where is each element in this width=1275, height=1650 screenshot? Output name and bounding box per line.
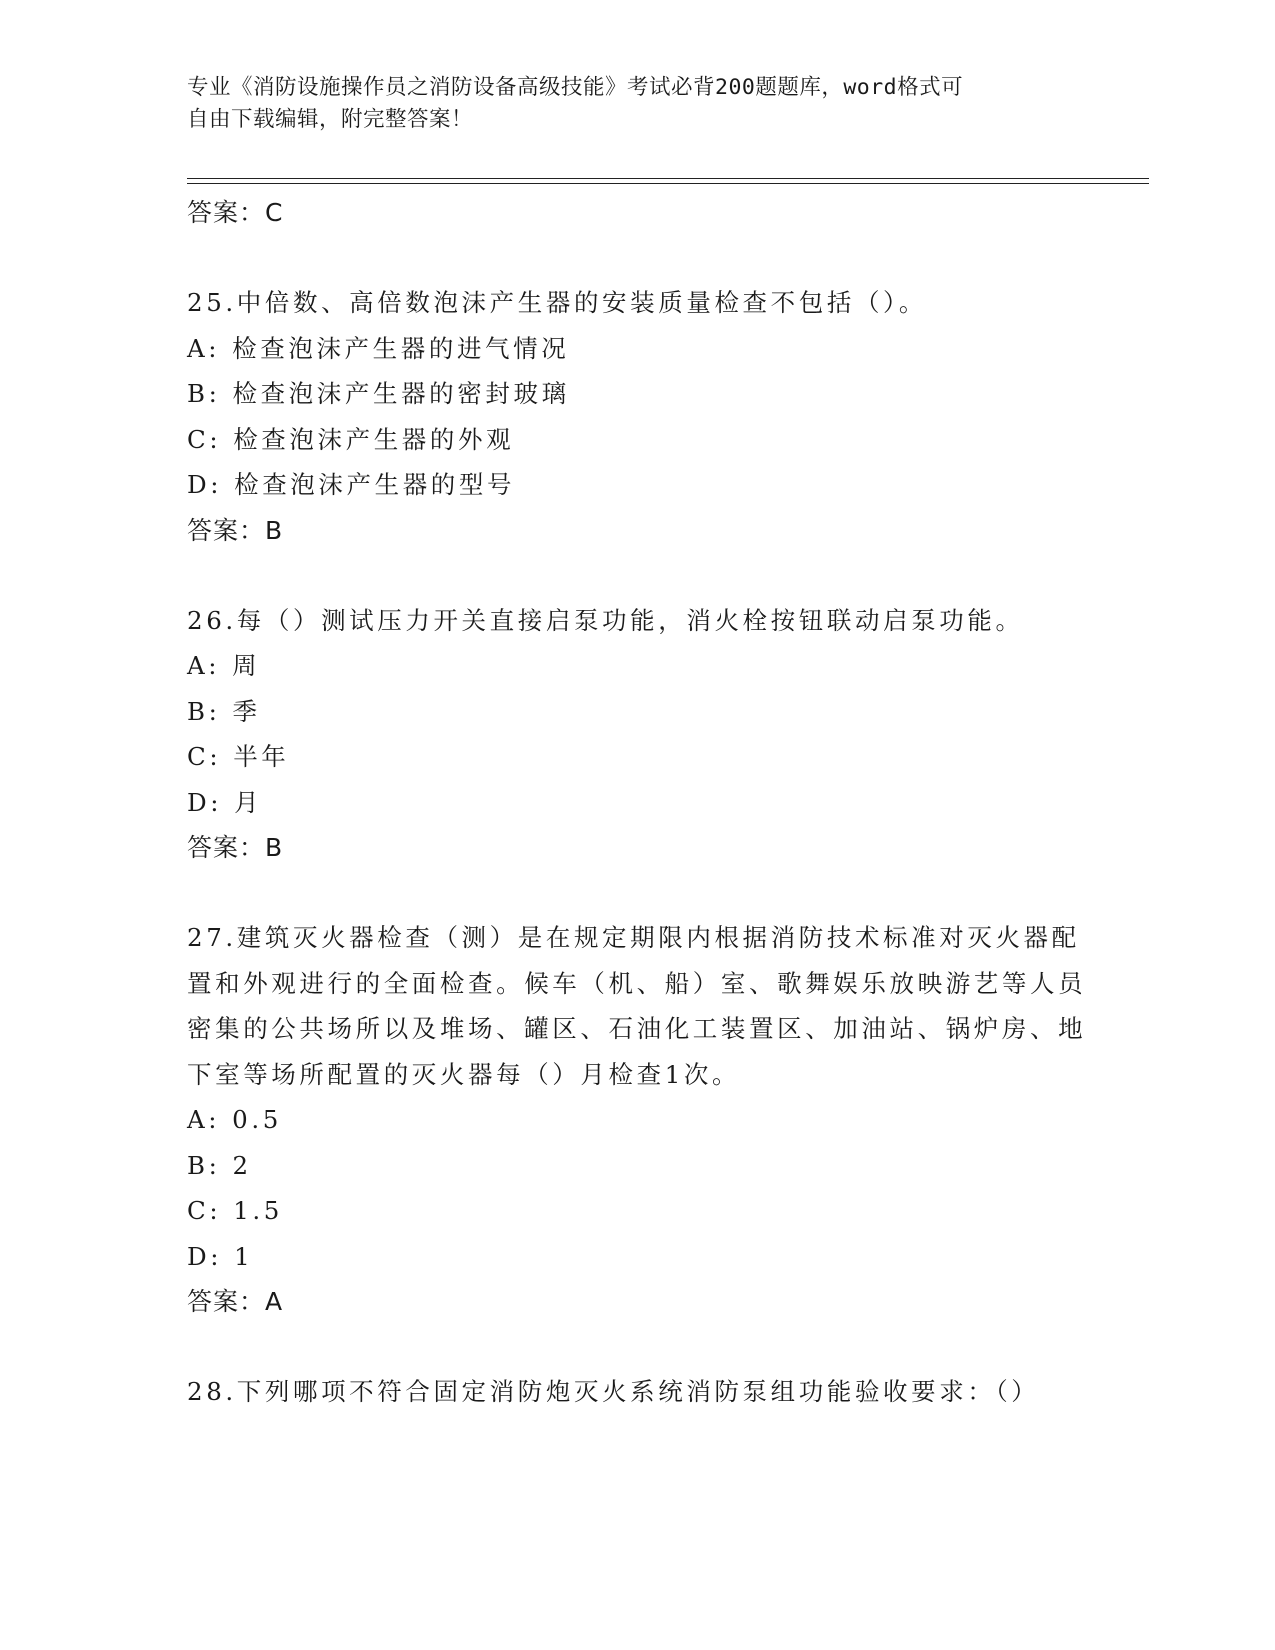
document-body xyxy=(187,190,1087,1415)
option-letter: A: xyxy=(187,1105,221,1134)
option-c xyxy=(187,1188,1087,1234)
option-d xyxy=(187,780,1087,826)
option-text: 0.5 xyxy=(232,1105,282,1134)
option-text: 月 xyxy=(234,787,263,817)
option-text: 1.5 xyxy=(233,1196,283,1225)
option-text: 2 xyxy=(232,1150,252,1180)
option-c xyxy=(187,734,1087,780)
answer-line: 答案：A xyxy=(187,1287,284,1316)
option-text: 检查泡沫产生器的外观 xyxy=(233,424,515,454)
header-line-1: 专业《消防设施操作员之消防设备高级技能》考试必背200题题库，word格式可 xyxy=(187,75,964,100)
option-b xyxy=(187,1143,1087,1189)
question-28 xyxy=(187,1369,1087,1415)
option-a xyxy=(187,1097,1087,1143)
question-text: 26.每（）测试压力开关直接启泵功能，消火栓按钮联动启泵功能。 xyxy=(187,605,1024,635)
option-text: 检查泡沫产生器的型号 xyxy=(234,470,516,499)
option-a xyxy=(187,643,1087,689)
answer-line: 答案：B xyxy=(187,515,284,545)
option-b xyxy=(187,371,1087,417)
question-text: 25.中倍数、高倍数泡沫产生器的安装质量检查不包括（）。 xyxy=(187,288,928,317)
answer-line: 答案：B xyxy=(187,833,284,862)
document-header xyxy=(187,72,1087,136)
option-d xyxy=(187,1234,1087,1280)
option-letter: A: xyxy=(187,651,221,680)
option-text: 周 xyxy=(232,651,261,680)
option-letter: B: xyxy=(187,696,221,726)
header-rule-top xyxy=(187,178,1149,179)
option-letter: D: xyxy=(187,470,223,499)
option-letter: C: xyxy=(187,424,222,454)
option-letter: D: xyxy=(187,787,223,817)
option-letter: B: xyxy=(187,1150,221,1180)
question-text: 28.下列哪项不符合固定消防炮灭火系统消防泵组功能验收要求：（） xyxy=(187,1377,1040,1406)
option-c xyxy=(187,417,1087,463)
option-letter: C: xyxy=(187,742,222,771)
option-letter: C: xyxy=(187,1196,222,1225)
question-text: 27.建筑灭火器检查（测）是在规定期限内根据消防技术标准对灭火器配置和外观进行的全面检查。候车（机、船）室、歌舞娱乐放映游艺等人员密集的公共场所以及堆场、罐区、石油化工装置区、加油站、锅炉房、地下室等场所配置的灭火器每（）月检查1次。 xyxy=(187,923,1087,1089)
option-letter: B: xyxy=(187,379,221,408)
option-text: 检查泡沫产生器的进气情况 xyxy=(232,333,570,363)
option-text: 季 xyxy=(232,696,261,726)
option-text: 1 xyxy=(234,1241,254,1271)
header-line-2: 自由下载编辑，附完整答案！ xyxy=(187,107,474,132)
option-text: 检查泡沫产生器的密封玻璃 xyxy=(232,379,570,408)
option-a xyxy=(187,326,1087,372)
previous-answer: 答案：C xyxy=(187,198,284,227)
question-27 xyxy=(187,915,1087,1324)
option-text: 半年 xyxy=(233,742,290,771)
header-rule-bottom xyxy=(187,183,1149,184)
option-letter: D: xyxy=(187,1241,223,1271)
option-b xyxy=(187,689,1087,735)
option-letter: A: xyxy=(187,333,221,363)
question-25 xyxy=(187,280,1087,553)
question-26 xyxy=(187,598,1087,871)
option-d xyxy=(187,462,1087,508)
